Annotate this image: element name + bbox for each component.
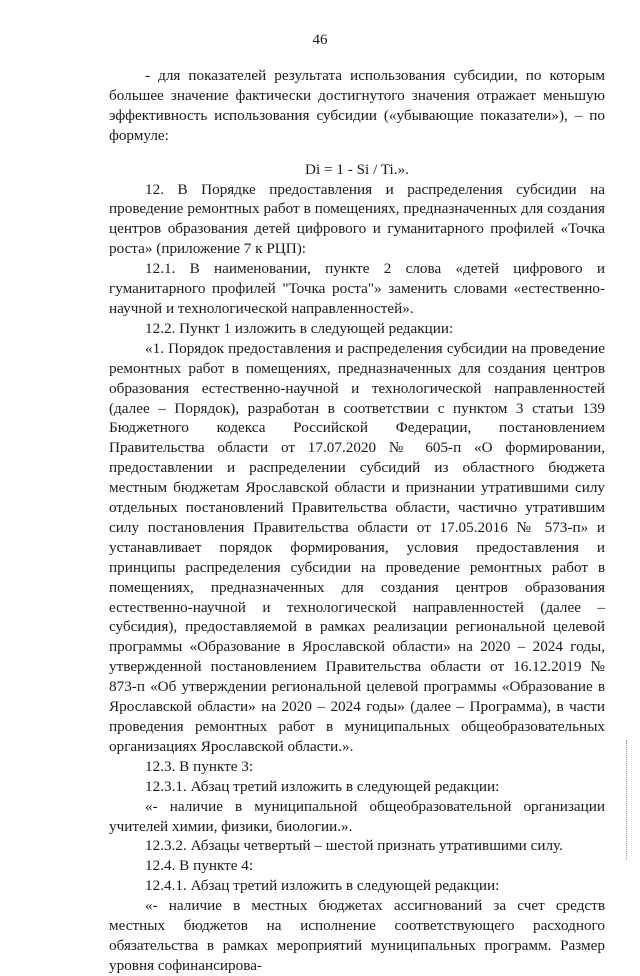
page-number: 46: [312, 32, 328, 48]
paragraph-item-12-3-1: 12.3.1. Абзац третий изложить в следующей редакции:: [145, 777, 500, 795]
document-body: [109, 66, 605, 976]
paragraph-decreasing-indicators: - для показателей результата использования субсидии, по которым большее значение фактически достигнутого значения отражает меньшую эффективность использования субсидии («убывающие показатели»), – по формуле:: [109, 67, 605, 144]
paragraph-item-12-4: 12.4. В пункте 4:: [145, 857, 254, 875]
paragraph-item-12-3-2: 12.3.2. Абзацы четвертый – шестой признать утратившими силу.: [145, 837, 563, 855]
paragraph-item-12-4-1: 12.4.1. Абзац третий изложить в следующей редакции:: [145, 877, 500, 895]
paragraph-item-12-1: 12.1. В наименовании, пункте 2 слова «детей цифрового и гуманитарного профилей "Точка роста"» заменить словами «естественно-научной и технологической направленностей».: [109, 260, 605, 317]
paragraph-item-12-3: 12.3. В пункте 3:: [145, 757, 254, 775]
formula: Di = 1 - Si / Ti.».: [305, 160, 409, 178]
paragraph-new-clause-1: «1. Порядок предоставления и распределения субсидии на проведение ремонтных работ в помещениях, предназначенных для создания центров образования естественно-научной и технологической направленностей (далее – Порядок), разработан в соответствии с пунктом 3 статьи 139 Бюджетного кодекса Российской Федерации, постановлением Правительства области от 17.07.2020 № 605-п «О формировании, предоставлении и распределении субсидий из областного бюджета местным бюджетам Ярославской области и признании утратившими силу отдельных постановлений Правительства области, частично утратившим силу постановления Правительства области от 17.05.2016 № 573-п» и устанавливает порядок формирования, условия предоставления и принципы распределения субсидии на проведение ремонтных работ в помещениях, предназначенных для создания центров образования естественно-научной и технологической направленностей (далее – субсидия), предоставляемой в рамках реализации региональной целевой программы «Образование в Ярославской области» на 2020 – 2024 годы, утвержденной постановлением Правительства области от 16.12.2019 № 873-п «Об утверждении региональной целевой программы «Образование в Ярославской области» на 2020 – 2024 годы» (далее – Программа), в части проведения ремонтных работ в муниципальных общеобразовательных организациях Ярославской области.».: [109, 339, 605, 755]
paragraph-teachers-requirement: «- наличие в муниципальной общеобразовательной организации учителей химии, физики, биологии.».: [109, 797, 605, 835]
paragraph-budget-requirement: «- наличие в местных бюджетах ассигнований за счет средств местных бюджетов на исполнение соответствующего расходного обязательства в рамках мероприятий муниципальных программ. Размер уровня софинансирова-: [109, 897, 605, 974]
paragraph-item-12-2: 12.2. Пункт 1 изложить в следующей редакции:: [145, 319, 454, 337]
scan-edge-mark: [626, 740, 628, 860]
paragraph-item-12: 12. В Порядке предоставления и распределения субсидии на проведение ремонтных работ в помещениях, предназначенных для создания центров образования детей цифрового и гуманитарного профилей «Точка роста» (приложение 7 к РЦП):: [109, 180, 605, 258]
